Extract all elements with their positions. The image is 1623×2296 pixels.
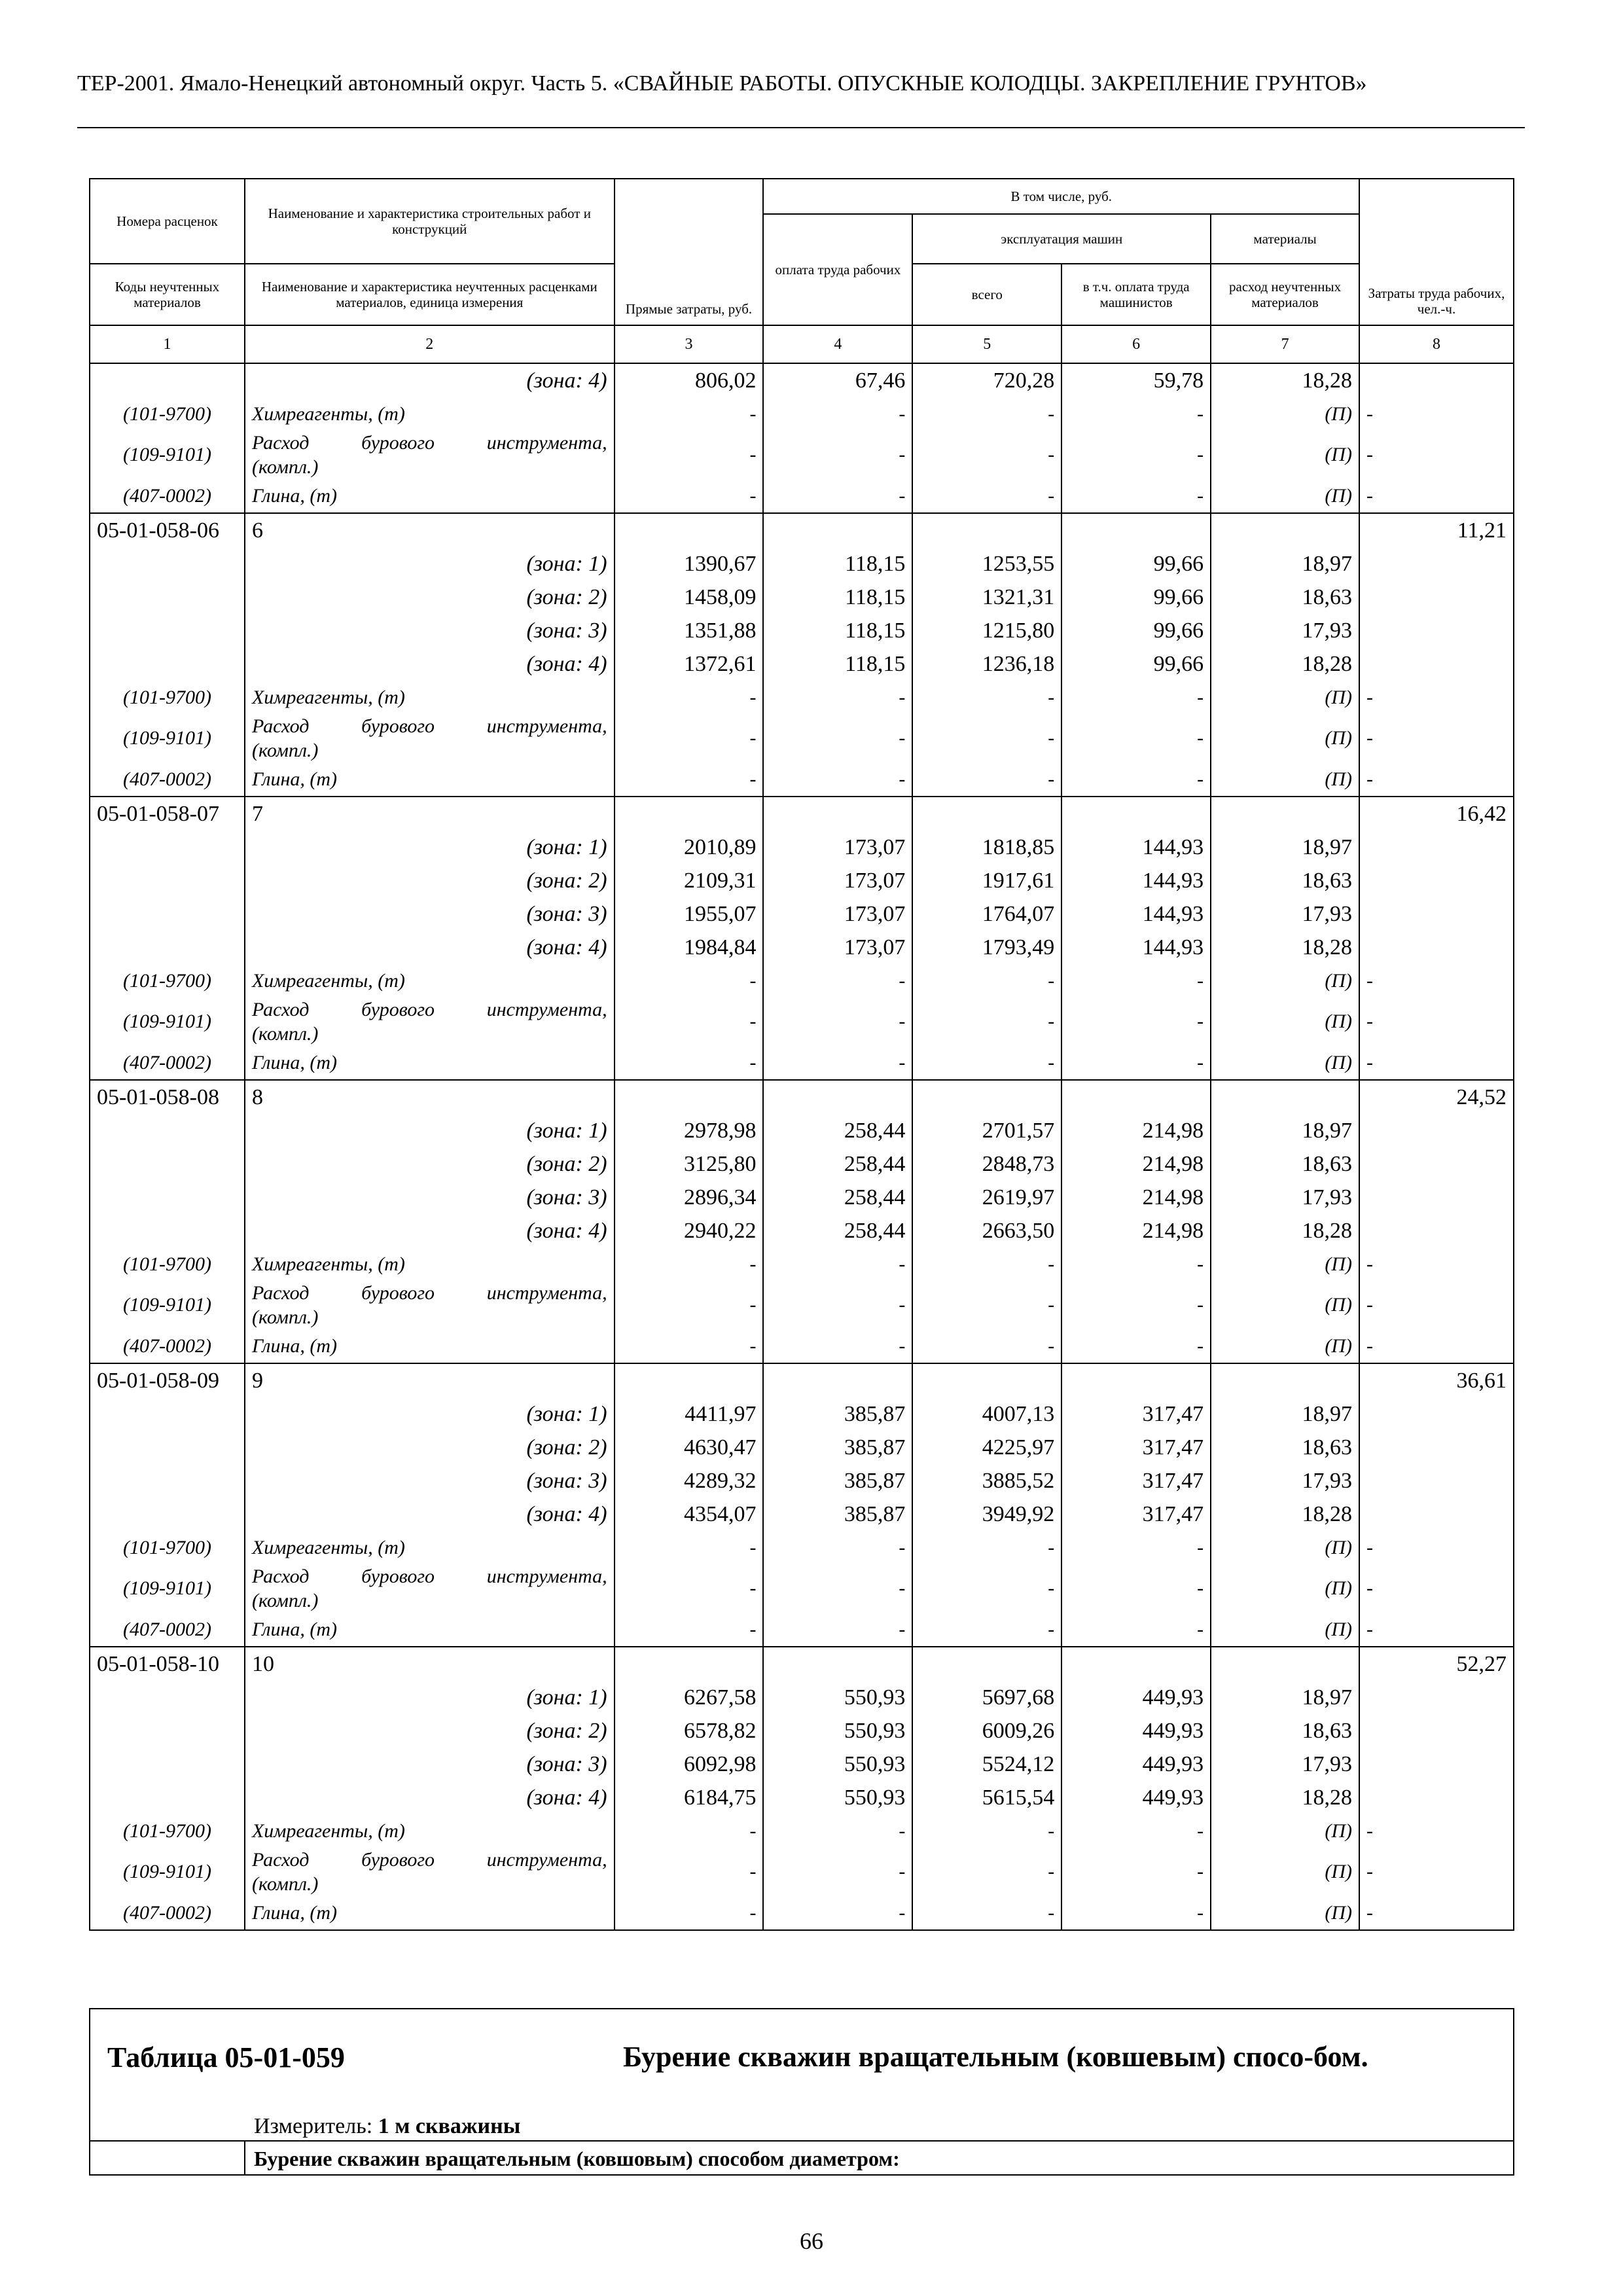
resource-name: Расход бурового инструмента, (компл.) [245,1281,615,1329]
labor-cost: 118,15 [763,647,912,681]
zone-label: (зона: 1) [245,1681,615,1714]
rate-row [90,1080,1514,1114]
materials-cost: 17,93 [1211,1748,1359,1781]
resource-row: (101-9700) Химреагенты, (т) - - - - (П) - [90,1814,1514,1848]
col-number: 5 [912,325,1061,363]
labor-cost: 550,93 [763,1681,912,1714]
machines-cost: 5697,68 [912,1681,1061,1714]
direct-cost: 3125,80 [615,1147,764,1181]
machines-cost: 3885,52 [912,1464,1061,1498]
col-number: 4 [763,325,912,363]
machines-cost: 1764,07 [912,897,1061,931]
zone-row [90,1147,1514,1181]
resource-row: (101-9700) Химреагенты, (т) - - - - (П) - [90,964,1514,997]
direct-cost: 4289,32 [615,1464,764,1498]
col8-header: Затраты труда рабочих, чел.-ч. [1359,179,1514,325]
labor-cost: 118,15 [763,547,912,581]
zone-label: (зона: 4) [245,1781,615,1814]
materials-cost: 18,97 [1211,1397,1359,1431]
resource-row: (101-9700) Химреагенты, (т) - - - - (П) - [90,681,1514,714]
zone-row [90,931,1514,964]
next-table-subheading-row [89,2140,1514,2176]
next-table-title-block [89,2008,1514,2140]
resource-name: Расход бурового инструмента, (компл.) [245,714,615,762]
resource-row: (407-0002) Глина, (т) - - - - (П) - [90,479,1514,513]
resource-code: (109-9101) [90,431,245,479]
labor-cost: 67,46 [763,363,912,397]
materials-cost: 18,63 [1211,1714,1359,1748]
labor-cost: 258,44 [763,1114,912,1147]
header-rule [77,127,1525,128]
labor-cost: 173,07 [763,831,912,864]
rate-code: 05-01-058-07 [90,797,245,831]
col-number: 2 [245,325,615,363]
zone-label: (зона: 2) [245,1147,615,1181]
materials-cost: 18,97 [1211,547,1359,581]
col2-top-header: Наименование и характеристика строительных работ и конструкций [245,179,615,264]
machinist-labor-cost: 449,93 [1061,1781,1211,1814]
resource-code: (407-0002) [90,479,245,513]
machines-cost: 1253,55 [912,547,1061,581]
materials-cost: 18,63 [1211,1431,1359,1464]
labor-cost: 258,44 [763,1214,912,1247]
zone-row [90,547,1514,581]
resource-code: (109-9101) [90,997,245,1046]
zone-label: (зона: 2) [245,581,615,614]
rate-block-carryover [90,363,1514,513]
machinist-labor-cost: 317,47 [1061,1397,1211,1431]
resource-row: (109-9101) Расход бурового инструмента, (компл.) - - - - (П) - [90,1564,1514,1613]
col-number: 6 [1061,325,1211,363]
rate-block [90,797,1514,1080]
zone-label: (зона: 3) [245,614,615,647]
machines-group-header: эксплуатация машин [912,214,1211,264]
labor-cost: 385,87 [763,1397,912,1431]
zone-label: (зона: 1) [245,1397,615,1431]
materials-cost: 18,28 [1211,931,1359,964]
page-number: 66 [800,2228,823,2254]
zone-row [90,1714,1514,1748]
zone-label: (зона: 1) [245,1114,615,1147]
machines-cost: 2663,50 [912,1214,1061,1247]
resource-name: Химреагенты, (т) [245,964,615,997]
col3-header: Прямые затраты, руб. [615,179,764,325]
resource-code: (407-0002) [90,1329,245,1363]
zone-row [90,1464,1514,1498]
resource-row: (109-9101) Расход бурового инструмента, (компл.) - - - - (П) - [90,1848,1514,1896]
resource-name: Глина, (т) [245,479,615,513]
zone-label: (зона: 4) [245,363,615,397]
materials-cost: 18,63 [1211,864,1359,897]
labor-cost: 385,87 [763,1498,912,1531]
direct-cost: 1955,07 [615,897,764,931]
rate-block [90,1647,1514,1930]
resource-code: (109-9101) [90,1564,245,1613]
resource-code: (407-0002) [90,1896,245,1930]
machines-cost: 2701,57 [912,1114,1061,1147]
machinist-labor-cost: 317,47 [1061,1431,1211,1464]
direct-cost: 1372,61 [615,647,764,681]
zone-row [90,1498,1514,1531]
rate-code: 05-01-058-10 [90,1647,245,1681]
resource-name: Расход бурового инструмента, (компл.) [245,1564,615,1613]
direct-cost: 6578,82 [615,1714,764,1748]
machinist-labor-cost: 214,98 [1061,1114,1211,1147]
labor-cost: 385,87 [763,1431,912,1464]
labor-cost: 550,93 [763,1781,912,1814]
machinist-labor-cost: 449,93 [1061,1714,1211,1748]
direct-cost: 6092,98 [615,1748,764,1781]
rate-name: 9 [245,1363,615,1397]
labor-cost: 118,15 [763,581,912,614]
resource-code: (109-9101) [90,1848,245,1896]
machines-cost: 1793,49 [912,931,1061,964]
col1-top-header: Номера расценок [90,179,245,264]
rate-name: 6 [245,513,615,547]
resource-code: (407-0002) [90,1613,245,1647]
zone-label: (зона: 3) [245,897,615,931]
zone-row [90,1748,1514,1781]
labor-hours: 24,52 [1359,1080,1514,1114]
materials-cost: 18,63 [1211,581,1359,614]
table-subheading: Бурение скважин вращательным (ковшовым) способом диаметром: [254,2147,900,2170]
rate-name: 7 [245,797,615,831]
zone-label: (зона: 2) [245,864,615,897]
resource-row: (109-9101) Расход бурового инструмента, (компл.) - - - - (П) - [90,1281,1514,1329]
page-header: ТЕР-2001. Ямало-Ненецкий автономный округ. Часть 5. «СВАЙНЫЕ РАБОТЫ. ОПУСКНЫЕ КОЛОДЦЫ. ЗАКРЕПЛЕНИЕ ГРУНТОВ» [77,71,1367,96]
rate-code: 05-01-058-09 [90,1363,245,1397]
direct-cost: 2896,34 [615,1181,764,1214]
resource-code: (101-9700) [90,964,245,997]
machinist-labor-cost: 214,98 [1061,1181,1211,1214]
labor-cost: 173,07 [763,864,912,897]
materials-cost: 17,93 [1211,897,1359,931]
resource-code: (101-9700) [90,1814,245,1848]
labor-cost: 118,15 [763,614,912,647]
zone-label: (зона: 2) [245,1714,615,1748]
labor-hours: 11,21 [1359,513,1514,547]
col-number: 3 [615,325,764,363]
col6-header: в т.ч. оплата труда машинистов [1061,264,1211,325]
machines-cost: 5524,12 [912,1748,1061,1781]
labor-cost: 550,93 [763,1748,912,1781]
direct-cost: 4630,47 [615,1431,764,1464]
resource-code: (101-9700) [90,681,245,714]
machines-cost: 1917,61 [912,864,1061,897]
machinist-labor-cost: 449,93 [1061,1681,1211,1714]
materials-cost: 18,97 [1211,1681,1359,1714]
col-number: 8 [1359,325,1514,363]
machinist-labor-cost: 317,47 [1061,1464,1211,1498]
rate-block [90,1080,1514,1363]
resource-code: (407-0002) [90,1046,245,1080]
materials-cost: 18,97 [1211,1114,1359,1147]
zone-row [90,1781,1514,1814]
machines-cost: 1236,18 [912,647,1061,681]
materials-cost: 18,28 [1211,363,1359,397]
machinist-labor-cost: 99,66 [1061,614,1211,647]
col2-bottom-header: Наименование и характеристика неучтенных расценками материалов, единица измерения [245,264,615,325]
resource-name: Расход бурового инструмента, (компл.) [245,1848,615,1896]
resource-name: Химреагенты, (т) [245,1531,615,1564]
labor-cost: 258,44 [763,1147,912,1181]
direct-cost: 1390,67 [615,547,764,581]
direct-cost: 6267,58 [615,1681,764,1714]
materials-cost: 17,93 [1211,1181,1359,1214]
machinist-labor-cost: 99,66 [1061,581,1211,614]
zone-row [90,831,1514,864]
materials-cost: 18,28 [1211,1214,1359,1247]
zone-row [90,1114,1514,1147]
zone-row [90,614,1514,647]
resource-name: Химреагенты, (т) [245,1814,615,1848]
machines-cost: 3949,92 [912,1498,1061,1531]
machines-cost: 4007,13 [912,1397,1061,1431]
rate-row [90,1363,1514,1397]
materials-cost: 18,28 [1211,1781,1359,1814]
table-head [90,179,1514,363]
zone-row [90,897,1514,931]
group-header: В том числе, руб. [763,179,1359,214]
machinist-labor-cost: 144,93 [1061,931,1211,964]
rate-code: 05-01-058-08 [90,1080,245,1114]
direct-cost: 4354,07 [615,1498,764,1531]
resource-row: (109-9101) Расход бурового инструмента, (компл.) - - - - (П) - [90,431,1514,479]
resource-name: Глина, (т) [245,762,615,797]
labor-cost: 550,93 [763,1714,912,1748]
direct-cost: 1351,88 [615,614,764,647]
resource-code: (101-9700) [90,1247,245,1281]
col4-header: оплата труда рабочих [763,214,912,325]
direct-cost: 2940,22 [615,1214,764,1247]
machines-cost: 1818,85 [912,831,1061,864]
zone-row [90,864,1514,897]
direct-cost: 1458,09 [615,581,764,614]
materials-cost: 18,97 [1211,831,1359,864]
rates-table [89,178,1514,1931]
resource-row: (407-0002) Глина, (т) - - - - (П) - [90,762,1514,797]
resource-row: (101-9700) Химреагенты, (т) - - - - (П) - [90,1531,1514,1564]
zone-label: (зона: 2) [245,1431,615,1464]
table-unit: Измеритель: 1 м скважины [254,2114,521,2138]
labor-hours: 52,27 [1359,1647,1514,1681]
resource-code: (109-9101) [90,1281,245,1329]
col5-header: всего [912,264,1061,325]
zone-label: (зона: 3) [245,1181,615,1214]
machines-cost: 720,28 [912,363,1061,397]
zone-row [90,363,1514,397]
materials-cost: 18,28 [1211,647,1359,681]
resource-name: Глина, (т) [245,1896,615,1930]
machinist-labor-cost: 144,93 [1061,831,1211,864]
resource-code: (407-0002) [90,762,245,797]
resource-code: (101-9700) [90,1531,245,1564]
resource-name: Химреагенты, (т) [245,681,615,714]
rate-block [90,513,1514,797]
rate-block [90,1363,1514,1647]
materials-group-header: материалы [1211,214,1359,264]
rate-name: 8 [245,1080,615,1114]
resource-row: (109-9101) Расход бурового инструмента, (компл.) - - - - (П) - [90,997,1514,1046]
rate-code: 05-01-058-06 [90,513,245,547]
zone-row [90,581,1514,614]
zone-label: (зона: 4) [245,647,615,681]
machines-cost: 4225,97 [912,1431,1061,1464]
zone-label: (зона: 1) [245,831,615,864]
zone-row [90,1397,1514,1431]
machines-cost: 6009,26 [912,1714,1061,1748]
col-number: 7 [1211,325,1359,363]
direct-cost: 2978,98 [615,1114,764,1147]
machinist-labor-cost: 449,93 [1061,1748,1211,1781]
materials-cost: 17,93 [1211,614,1359,647]
direct-cost: 1984,84 [615,931,764,964]
resource-row: (407-0002) Глина, (т) - - - - (П) - [90,1329,1514,1363]
labor-cost: 258,44 [763,1181,912,1214]
resource-name: Глина, (т) [245,1329,615,1363]
zone-row [90,647,1514,681]
materials-cost: 18,28 [1211,1498,1359,1531]
machinist-labor-cost: 214,98 [1061,1214,1211,1247]
zone-label: (зона: 4) [245,931,615,964]
direct-cost: 6184,75 [615,1781,764,1814]
zone-label: (зона: 1) [245,547,615,581]
machines-cost: 5615,54 [912,1781,1061,1814]
machinist-labor-cost: 99,66 [1061,647,1211,681]
table-number: Таблица 05-01-059 [107,2041,345,2073]
machinist-labor-cost: 144,93 [1061,897,1211,931]
direct-cost: 806,02 [615,363,764,397]
machinist-labor-cost: 214,98 [1061,1147,1211,1181]
labor-cost: 385,87 [763,1464,912,1498]
machines-cost: 2619,97 [912,1181,1061,1214]
resource-name: Глина, (т) [245,1046,615,1080]
resource-name: Глина, (т) [245,1613,615,1647]
resource-name: Химреагенты, (т) [245,1247,615,1281]
resource-code: (101-9700) [90,397,245,431]
labor-hours: 16,42 [1359,797,1514,831]
table-caption: Бурение скважин вращательным (ковшевым) спосо-бом. [623,2041,1368,2073]
resource-row: (407-0002) Глина, (т) - - - - (П) - [90,1613,1514,1647]
rate-row [90,1647,1514,1681]
zone-row [90,1214,1514,1247]
zone-label: (зона: 3) [245,1748,615,1781]
machinist-labor-cost: 317,47 [1061,1498,1211,1531]
rate-row [90,797,1514,831]
direct-cost: 2109,31 [615,864,764,897]
col1-bottom-header: Коды неучтенных материалов [90,264,245,325]
rate-row [90,513,1514,547]
labor-cost: 173,07 [763,897,912,931]
materials-cost: 17,93 [1211,1464,1359,1498]
resource-row: (101-9700) Химреагенты, (т) - - - - (П) - [90,1247,1514,1281]
resource-name: Расход бурового инструмента, (компл.) [245,431,615,479]
zone-label: (зона: 3) [245,1464,615,1498]
labor-hours: 36,61 [1359,1363,1514,1397]
col7-header: расход неучтенных материалов [1211,264,1359,325]
resource-name: Расход бурового инструмента, (компл.) [245,997,615,1046]
machines-cost: 2848,73 [912,1147,1061,1181]
direct-cost: 2010,89 [615,831,764,864]
rate-name: 10 [245,1647,615,1681]
resource-code: (109-9101) [90,714,245,762]
zone-row [90,1181,1514,1214]
machinist-labor-cost: 99,66 [1061,547,1211,581]
zone-label: (зона: 4) [245,1498,615,1531]
resource-row: (407-0002) Глина, (т) - - - - (П) - [90,1896,1514,1930]
materials-cost: 18,63 [1211,1147,1359,1181]
resource-name: Химреагенты, (т) [245,397,615,431]
labor-cost: 173,07 [763,931,912,964]
resource-row: (109-9101) Расход бурового инструмента, (компл.) - - - - (П) - [90,714,1514,762]
zone-row [90,1431,1514,1464]
machinist-labor-cost: 144,93 [1061,864,1211,897]
resource-row: (101-9700) Химреагенты, (т) - - - - (П) - [90,397,1514,431]
col-number: 1 [90,325,245,363]
zone-label: (зона: 4) [245,1214,615,1247]
machines-cost: 1321,31 [912,581,1061,614]
machines-cost: 1215,80 [912,614,1061,647]
direct-cost: 4411,97 [615,1397,764,1431]
machinist-labor-cost: 59,78 [1061,363,1211,397]
resource-row: (407-0002) Глина, (т) - - - - (П) - [90,1046,1514,1080]
zone-row [90,1681,1514,1714]
